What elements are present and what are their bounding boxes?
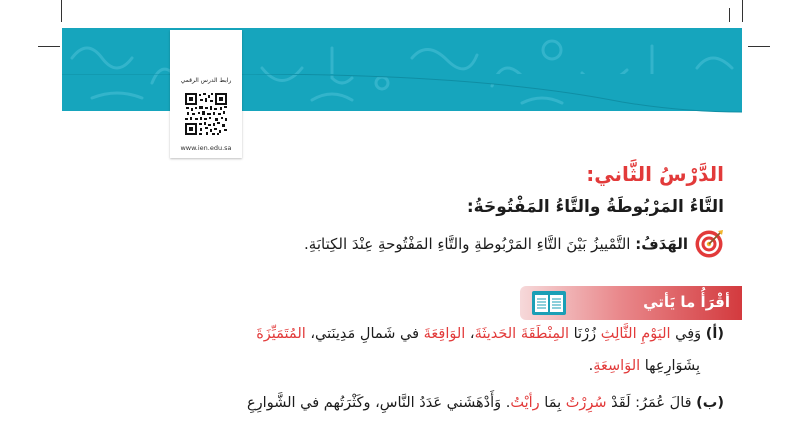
paragraph-b-text-1: قالَ عُمَرُ: لَقَدْ: [606, 395, 697, 411]
goal-description: التَّمْييزُ بَيْنَ التَّاءِ المَرْبُوطةِ والتَّاءِ المَفْتُوحةِ عِنْدَ الكِتابَةِ.: [304, 235, 631, 253]
paragraph-a-highlight-4: المُتَمَيِّزَةَ: [256, 326, 306, 342]
paragraph-a-line2-text-2: .: [588, 358, 594, 374]
paragraph-a-text-3: ،: [465, 326, 475, 342]
digital-lesson-card[interactable]: [170, 30, 242, 158]
crop-mark-top-right-v2: [729, 8, 730, 22]
crop-mark-top-right-h: [748, 46, 770, 47]
paragraph-b-line-1: [247, 395, 724, 411]
paragraph-b-text-2: بِمَا: [539, 395, 566, 411]
paragraph-a-line-1: [256, 326, 724, 342]
paragraph-a-text-1: وَفِي: [670, 326, 702, 342]
goal-label: الهَدَفُ:: [635, 235, 688, 253]
crop-mark-top-right-v: [742, 0, 743, 22]
paragraph-a-highlight-1: اليَوْمِ الثَّالِثِ: [600, 326, 671, 342]
crop-mark-top-left-v: [61, 0, 62, 22]
lesson-goal: [304, 228, 724, 260]
lesson-title: الدَّرْسُ الثَّاني:: [586, 162, 724, 186]
qr-caption: رابط الدرس الرقمي: [180, 77, 232, 84]
crop-mark-top-left-h: [38, 46, 60, 47]
paragraph-a-text-4: في شَمالِ مَدِينَتي،: [305, 326, 424, 342]
paragraph-b-highlight-1: سُرِرْتُ: [565, 395, 607, 411]
goal-text: [304, 235, 688, 253]
section-label: أقْرَأُ ما يَأتي: [643, 293, 730, 311]
lesson-subtitle: التَّاءُ المَرْبُوطَةُ والتَّاءُ المَفْتُوحَةُ:: [466, 197, 724, 217]
open-book-icon: [531, 290, 567, 316]
paragraph-b-text-3: . وَأَدْهَشَني عَدَدُ النَّاسِ، وكَثْرَتُهم في الشَّوارِعِ: [247, 395, 511, 411]
paragraph-b-marker: (ب): [696, 395, 724, 411]
target-icon: [694, 229, 724, 259]
paragraph-a-highlight-2: المِنْطَقَةَ الحَديثَةَ: [474, 326, 570, 342]
banner-curve: [62, 74, 742, 114]
qr-code-icon[interactable]: [184, 92, 228, 136]
paragraph-a-marker: (أ): [705, 326, 724, 342]
digital-lesson-url[interactable]: www.ien.edu.sa: [180, 144, 232, 152]
paragraph-a-line-2: [589, 358, 700, 374]
paragraph-a-line2-highlight: الوَاسِعَةِ: [593, 358, 641, 374]
paragraph-a-line2-text-1: بِشَوَارِعِها: [640, 358, 700, 374]
paragraph-b-highlight-2: رأيْتُ: [510, 395, 540, 411]
paragraph-a-highlight-3: الوَاقِعَةَ: [423, 326, 466, 342]
paragraph-a-text-2: زُرْنَا: [569, 326, 601, 342]
